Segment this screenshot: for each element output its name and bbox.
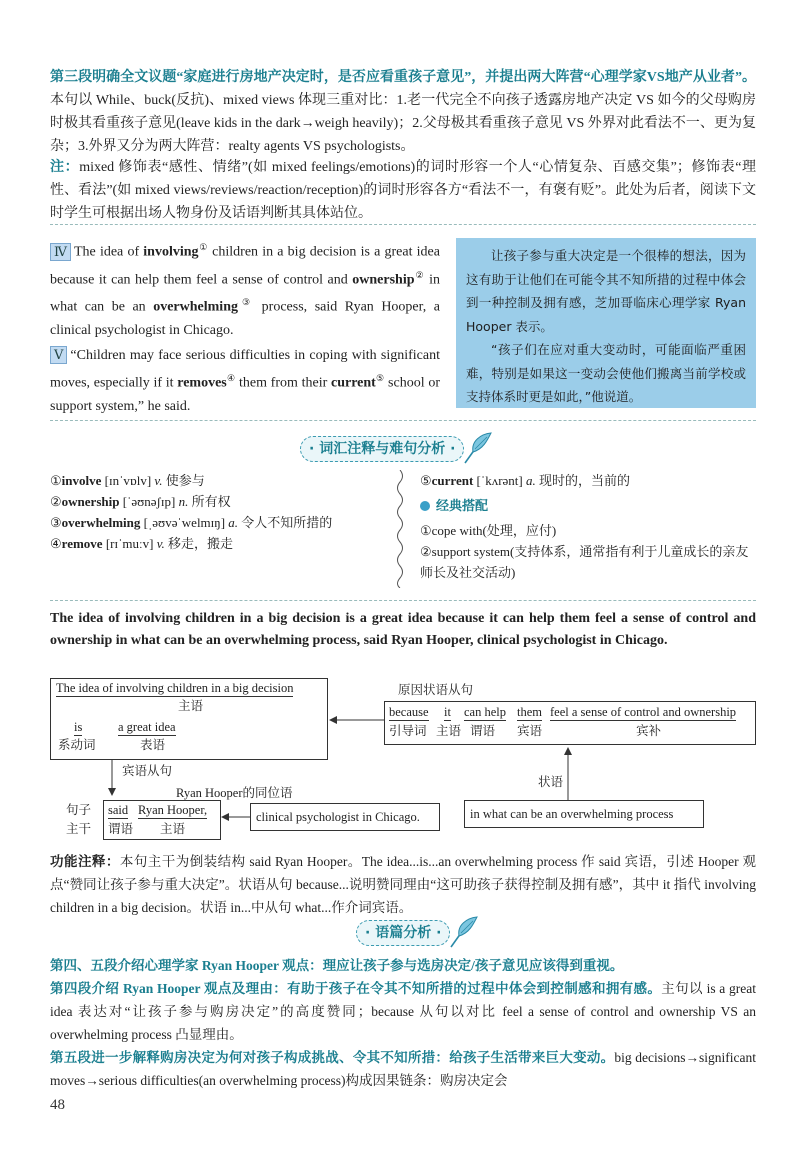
analysis-para-5: 第五段进一步解释购房决定为何对孩子构成挑战、令其不知所措：给孩子生活带来巨大变动。big decisions→significant moves→serious difficulties(an overwhelming process)构成因果链条：购房决定会 bbox=[50, 1050, 756, 1088]
function-note: 功能注释：本句主干为倒装结构 said Ryan Hooper。The idea...is...an overwhelming process 作 said 宾语，引述 Hooper 观点“赞同让孩子参与重大决定”。状语从句 because...说明赞同理由“这可助孩子获得控制及拥有感”，其中 it 指代 involving children in a big decision。状语 in...中从句 what...作介词宾语。 bbox=[50, 854, 757, 915]
wavy-divider bbox=[393, 470, 407, 588]
translation-paragraph: 让孩子参与重大决定是一个很棒的想法，因为这有助于让他们在可能令其不知所措的过程中体会到一种控制及拥有感，芝加哥临床心理学家 Ryan Hooper 表示。 bbox=[466, 248, 746, 334]
hard-sentence: The idea of involving children in a big decision is a great idea because it can help them feel a sense of control and ownership in what can be an overwhelming process, said Ryan Hooper, clinical psychologist in Chicago. bbox=[50, 611, 756, 648]
adverbial-label: 状语 bbox=[538, 775, 564, 789]
analysis-line-1: 第四、五段介绍心理学家 Ryan Hooper 观点：理应让孩子参与选房决定/孩子意见应该得到重视。 bbox=[50, 958, 624, 973]
subject-label: 主语 bbox=[178, 699, 204, 713]
divider bbox=[50, 600, 756, 601]
vocab-item: ③overwhelming [ˌəʊvəˈwelmɪŋ] a. 令人不知所措的 bbox=[50, 515, 333, 530]
vocab-word: current bbox=[330, 375, 376, 391]
verb-text: is bbox=[74, 720, 83, 734]
bullet-icon bbox=[420, 501, 430, 511]
page-number: 48 bbox=[50, 1097, 65, 1113]
subject-text: The idea of involving children in a big decision bbox=[56, 681, 294, 695]
predicative-text: a great idea bbox=[118, 720, 176, 734]
translation-box bbox=[456, 238, 756, 408]
paragraph-number: Ⅴ bbox=[50, 346, 67, 364]
quill-icon bbox=[447, 915, 479, 949]
vocab-item: ①involve [ɪnˈvɒlv] v. 使参与 bbox=[50, 473, 205, 488]
collocation-item: ②support system(支持体系，通常指有利于儿童成长的亲友师长及社交活动) bbox=[420, 544, 749, 580]
translation-paragraph: “孩子们在应对重大变动时，可能面临严重困难，特别是如果这一变动会使他们搬离当前学校或支持体系时更是如此，”他说道。 bbox=[466, 342, 746, 404]
vocab-item: ⑤current [ˈkʌrənt] a. 现时的，当前的 bbox=[420, 473, 631, 488]
predicative-label: 表语 bbox=[140, 738, 166, 752]
note-label: 注： bbox=[50, 160, 80, 175]
vocab-item: ④remove [rɪˈmuːv] v. 移走，搬走 bbox=[50, 536, 234, 551]
analysis-para-4: 第四段介绍 Ryan Hooper 观点及理由：有助于孩子在令其不知所措的过程中体会到控制感和拥有感。主句以 is a great idea 表达对“让孩子参与购房决定”的高度赞同；because 从句以对比 feel a sense of control and ownership VS an overwhelming process 凸显理由。 bbox=[50, 981, 757, 1042]
vocab-list-right bbox=[420, 470, 756, 583]
collocation-heading: 经典搭配 bbox=[420, 495, 756, 517]
section-title-analysis: · 语篇分析 · bbox=[356, 920, 450, 946]
note-text: mixed 修饰表“感性、情绪”(如 mixed feelings/emotions)的词时形容一个人“心情复杂、百感交集”；修饰表“理性、看法”(如 mixed views/reviews/reaction/reception)的词时形容各方“看法不一，有褒有贬”。此处为后者，阅读下文时学生可根据出场人物身份及话语判断其具体站位。 bbox=[50, 160, 757, 221]
passage-paragraph-4: Ⅳ The idea of involving① children in a big decision is a great idea because it can help them feel a sense of control and ownership② in what can be an overwhelming③ process, said Ryan Hooper, a clinical psychologist in Chicago. bbox=[50, 242, 441, 338]
p3-rest: 本句以 While、buck(反抗)、mixed views 体现三重对比：1.老一代完全不向孩子透露房地产决定 VS 如今的父母购房时极其看重孩子意见(leave kids in the dark→weigh heavily)；2.父母极其看重孩子意见 VS 外界对此看法不一、更为复杂；3.外界又分为两大阵营：realty agents VS psychologists。 bbox=[50, 93, 756, 154]
divider bbox=[50, 224, 756, 225]
passage-english bbox=[50, 236, 440, 418]
passage-paragraph-5: Ⅴ “Children may face serious difficulties in coping with significant moves, especially if it removes④ them from their current⑤ school or support system,” he said. bbox=[50, 346, 440, 414]
paragraph-number: Ⅳ bbox=[50, 243, 71, 261]
vocab-word: removes bbox=[177, 375, 227, 391]
vocab-word: ownership bbox=[352, 272, 415, 288]
object-clause-label: 宾语从句 bbox=[122, 764, 173, 778]
vocab-word: overwhelming bbox=[153, 299, 238, 315]
verb-label: 系动词 bbox=[58, 738, 96, 752]
paragraph-3-analysis bbox=[50, 66, 756, 158]
p3-lead: 第三段明确全文议题“家庭进行房地产决定时，是否应看重孩子意见”，并提出两大阵营“心理学家VS地产从业者”。 bbox=[50, 70, 756, 85]
reason-clause-label: 原因状语从句 bbox=[398, 683, 474, 697]
vocab-list-left bbox=[50, 470, 390, 554]
quill-icon bbox=[461, 431, 493, 465]
vocab-word: involving bbox=[143, 244, 199, 260]
section-title-vocab: · 词汇注释与难句分析 · bbox=[300, 436, 464, 462]
vocab-item: ②ownership [ˈəʊnəʃɪp] n. 所有权 bbox=[50, 494, 231, 509]
collocation-item: ①cope with(处理，应付) bbox=[420, 523, 557, 538]
function-note-label: 功能注释： bbox=[50, 854, 120, 869]
divider bbox=[50, 420, 756, 421]
note-block bbox=[50, 156, 756, 225]
appositive-label: Ryan Hooper的同位语 bbox=[176, 786, 293, 800]
